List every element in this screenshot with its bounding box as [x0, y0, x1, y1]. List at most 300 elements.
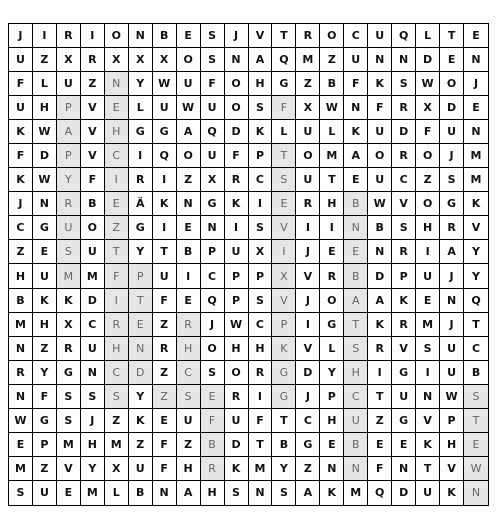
letter-cell[interactable]: F — [81, 168, 105, 192]
letter-cell[interactable]: X — [249, 240, 273, 264]
letter-cell[interactable]: N — [201, 216, 225, 240]
letter-cell[interactable]: G — [33, 216, 57, 240]
letter-cell[interactable]: K — [344, 120, 368, 144]
letter-cell[interactable]: N — [368, 48, 392, 72]
letter-cell[interactable]: O — [81, 216, 105, 240]
letter-cell[interactable]: O — [416, 144, 440, 168]
letter-cell[interactable]: O — [296, 144, 320, 168]
letter-cell[interactable]: W — [33, 168, 57, 192]
letter-cell[interactable]: Q — [464, 289, 488, 313]
letter-cell[interactable]: N — [129, 337, 153, 361]
letter-cell[interactable]: O — [416, 192, 440, 216]
letter-cell[interactable]: I — [153, 168, 177, 192]
letter-cell[interactable]: W — [464, 457, 488, 481]
letter-cell[interactable]: U — [201, 144, 225, 168]
letter-cell[interactable]: T — [105, 240, 129, 264]
letter-cell[interactable]: U — [296, 120, 320, 144]
letter-cell[interactable]: K — [9, 168, 33, 192]
letter-cell[interactable]: P — [249, 144, 273, 168]
letter-cell[interactable]: H — [320, 409, 344, 433]
letter-cell[interactable]: L — [416, 24, 440, 48]
letter-cell[interactable]: K — [416, 433, 440, 457]
letter-cell[interactable]: A — [344, 144, 368, 168]
letter-cell[interactable]: B — [464, 361, 488, 385]
letter-cell[interactable]: H — [81, 433, 105, 457]
letter-cell[interactable]: O — [177, 48, 201, 72]
letter-cell[interactable]: C — [344, 24, 368, 48]
letter-cell[interactable]: C — [392, 168, 416, 192]
letter-cell[interactable]: B — [272, 433, 296, 457]
letter-cell[interactable]: O — [440, 72, 464, 96]
letter-cell[interactable]: G — [392, 361, 416, 385]
letter-cell[interactable]: H — [249, 72, 273, 96]
letter-cell[interactable]: R — [392, 96, 416, 120]
letter-cell[interactable]: O — [225, 96, 249, 120]
letter-cell[interactable]: T — [464, 409, 488, 433]
letter-cell[interactable]: U — [296, 168, 320, 192]
letter-cell[interactable]: V — [464, 216, 488, 240]
letter-cell[interactable]: E — [201, 385, 225, 409]
letter-cell[interactable]: J — [440, 313, 464, 337]
letter-cell[interactable]: B — [201, 433, 225, 457]
letter-cell[interactable]: Z — [129, 433, 153, 457]
letter-cell[interactable]: O — [177, 144, 201, 168]
letter-cell[interactable]: G — [272, 72, 296, 96]
letter-cell[interactable]: M — [81, 481, 105, 505]
letter-cell[interactable]: U — [81, 337, 105, 361]
letter-cell[interactable]: T — [249, 433, 273, 457]
letter-cell[interactable]: U — [81, 240, 105, 264]
letter-cell[interactable]: C — [177, 361, 201, 385]
letter-cell[interactable]: T — [272, 144, 296, 168]
letter-cell[interactable]: S — [105, 385, 129, 409]
letter-cell[interactable]: S — [392, 216, 416, 240]
letter-cell[interactable]: C — [105, 361, 129, 385]
letter-cell[interactable]: H — [320, 192, 344, 216]
letter-cell[interactable]: P — [392, 264, 416, 288]
letter-cell[interactable]: F — [368, 96, 392, 120]
letter-cell[interactable]: A — [296, 481, 320, 505]
letter-cell[interactable]: R — [57, 24, 81, 48]
letter-cell[interactable]: M — [464, 144, 488, 168]
letter-cell[interactable]: B — [9, 289, 33, 313]
letter-cell[interactable]: O — [320, 289, 344, 313]
letter-cell[interactable]: B — [344, 433, 368, 457]
letter-cell[interactable]: G — [33, 409, 57, 433]
letter-cell[interactable]: M — [9, 457, 33, 481]
letter-cell[interactable]: H — [105, 337, 129, 361]
letter-cell[interactable]: C — [105, 144, 129, 168]
letter-cell[interactable]: U — [153, 96, 177, 120]
letter-cell[interactable]: M — [320, 144, 344, 168]
letter-cell[interactable]: N — [153, 481, 177, 505]
letter-cell[interactable]: T — [272, 24, 296, 48]
letter-cell[interactable]: O — [201, 337, 225, 361]
letter-cell[interactable]: N — [225, 48, 249, 72]
letter-cell[interactable]: L — [320, 120, 344, 144]
letter-cell[interactable]: C — [344, 385, 368, 409]
letter-cell[interactable]: Ä — [129, 192, 153, 216]
letter-cell[interactable]: S — [416, 337, 440, 361]
letter-cell[interactable]: M — [416, 313, 440, 337]
letter-cell[interactable]: H — [33, 96, 57, 120]
letter-cell[interactable]: U — [440, 361, 464, 385]
letter-cell[interactable]: S — [177, 385, 201, 409]
letter-cell[interactable]: J — [296, 289, 320, 313]
letter-cell[interactable]: H — [344, 361, 368, 385]
letter-cell[interactable]: H — [440, 433, 464, 457]
letter-cell[interactable]: W — [9, 409, 33, 433]
letter-cell[interactable]: B — [344, 264, 368, 288]
letter-cell[interactable]: Y — [464, 240, 488, 264]
letter-cell[interactable]: Z — [320, 48, 344, 72]
letter-cell[interactable]: A — [344, 289, 368, 313]
letter-cell[interactable]: S — [344, 337, 368, 361]
letter-cell[interactable]: R — [9, 361, 33, 385]
letter-cell[interactable]: D — [225, 120, 249, 144]
letter-cell[interactable]: U — [33, 264, 57, 288]
letter-cell[interactable]: M — [81, 264, 105, 288]
letter-cell[interactable]: M — [344, 481, 368, 505]
letter-cell[interactable]: J — [296, 240, 320, 264]
letter-cell[interactable]: Q — [153, 144, 177, 168]
letter-cell[interactable]: W — [416, 72, 440, 96]
letter-cell[interactable]: P — [272, 313, 296, 337]
letter-cell[interactable]: Z — [33, 457, 57, 481]
letter-cell[interactable]: F — [9, 72, 33, 96]
letter-cell[interactable]: Y — [57, 168, 81, 192]
letter-cell[interactable]: N — [129, 24, 153, 48]
letter-cell[interactable]: Z — [177, 433, 201, 457]
letter-cell[interactable]: W — [320, 96, 344, 120]
letter-cell[interactable]: G — [296, 433, 320, 457]
letter-cell[interactable]: J — [464, 72, 488, 96]
letter-cell[interactable]: E — [344, 168, 368, 192]
letter-cell[interactable]: C — [201, 264, 225, 288]
letter-cell[interactable]: B — [320, 72, 344, 96]
letter-cell[interactable]: N — [464, 481, 488, 505]
letter-cell[interactable]: E — [129, 313, 153, 337]
letter-cell[interactable]: I — [33, 24, 57, 48]
letter-cell[interactable]: R — [201, 457, 225, 481]
letter-cell[interactable]: T — [320, 168, 344, 192]
letter-cell[interactable]: K — [368, 72, 392, 96]
letter-cell[interactable]: U — [177, 72, 201, 96]
letter-cell[interactable]: C — [9, 216, 33, 240]
letter-cell[interactable]: B — [177, 240, 201, 264]
letter-cell[interactable]: R — [320, 264, 344, 288]
letter-cell[interactable]: S — [272, 481, 296, 505]
letter-cell[interactable]: Z — [296, 72, 320, 96]
letter-cell[interactable]: F — [272, 96, 296, 120]
letter-cell[interactable]: E — [153, 409, 177, 433]
letter-cell[interactable]: M — [57, 433, 81, 457]
letter-cell[interactable]: R — [368, 337, 392, 361]
letter-cell[interactable]: X — [57, 313, 81, 337]
letter-cell[interactable]: P — [57, 96, 81, 120]
letter-cell[interactable]: R — [392, 240, 416, 264]
letter-cell[interactable]: S — [201, 24, 225, 48]
letter-cell[interactable]: V — [249, 24, 273, 48]
letter-cell[interactable]: I — [320, 216, 344, 240]
letter-cell[interactable]: U — [416, 264, 440, 288]
letter-cell[interactable]: E — [464, 96, 488, 120]
letter-cell[interactable]: P — [57, 144, 81, 168]
letter-cell[interactable]: F — [201, 72, 225, 96]
letter-cell[interactable]: A — [177, 481, 201, 505]
letter-cell[interactable]: J — [9, 24, 33, 48]
letter-cell[interactable]: I — [153, 216, 177, 240]
letter-cell[interactable]: I — [225, 216, 249, 240]
letter-cell[interactable]: S — [57, 385, 81, 409]
letter-cell[interactable]: H — [416, 216, 440, 240]
letter-cell[interactable]: W — [368, 192, 392, 216]
letter-cell[interactable]: G — [201, 192, 225, 216]
letter-cell[interactable]: W — [153, 72, 177, 96]
letter-cell[interactable]: V — [272, 289, 296, 313]
letter-cell[interactable]: G — [392, 409, 416, 433]
letter-cell[interactable]: I — [177, 264, 201, 288]
letter-cell[interactable]: S — [464, 385, 488, 409]
letter-cell[interactable]: Z — [296, 457, 320, 481]
letter-cell[interactable]: R — [177, 313, 201, 337]
letter-cell[interactable]: L — [272, 120, 296, 144]
letter-cell[interactable]: B — [368, 216, 392, 240]
letter-cell[interactable]: P — [201, 240, 225, 264]
letter-cell[interactable]: R — [57, 192, 81, 216]
letter-cell[interactable]: V — [272, 216, 296, 240]
letter-cell[interactable]: S — [201, 48, 225, 72]
letter-cell[interactable]: I — [272, 240, 296, 264]
letter-cell[interactable]: E — [416, 289, 440, 313]
letter-cell[interactable]: R — [392, 313, 416, 337]
letter-cell[interactable]: N — [320, 457, 344, 481]
letter-cell[interactable]: I — [105, 168, 129, 192]
letter-cell[interactable]: S — [57, 240, 81, 264]
letter-cell[interactable]: S — [272, 168, 296, 192]
letter-cell[interactable]: X — [57, 48, 81, 72]
letter-cell[interactable]: S — [81, 385, 105, 409]
letter-cell[interactable]: R — [225, 168, 249, 192]
letter-cell[interactable]: G — [272, 385, 296, 409]
letter-cell[interactable]: E — [33, 240, 57, 264]
letter-cell[interactable]: D — [392, 120, 416, 144]
letter-cell[interactable]: H — [201, 481, 225, 505]
letter-cell[interactable]: N — [249, 481, 273, 505]
letter-cell[interactable]: F — [249, 409, 273, 433]
letter-cell[interactable]: G — [129, 120, 153, 144]
letter-cell[interactable]: T — [440, 24, 464, 48]
letter-cell[interactable]: X — [153, 48, 177, 72]
letter-cell[interactable]: N — [105, 72, 129, 96]
letter-cell[interactable]: R — [249, 361, 273, 385]
letter-cell[interactable]: U — [177, 409, 201, 433]
letter-cell[interactable]: B — [81, 192, 105, 216]
letter-cell[interactable]: U — [368, 24, 392, 48]
letter-cell[interactable]: I — [296, 216, 320, 240]
letter-cell[interactable]: X — [296, 96, 320, 120]
letter-cell[interactable]: V — [392, 337, 416, 361]
letter-cell[interactable]: D — [368, 264, 392, 288]
letter-cell[interactable]: C — [464, 337, 488, 361]
letter-cell[interactable]: K — [57, 289, 81, 313]
letter-cell[interactable]: H — [9, 264, 33, 288]
letter-cell[interactable]: E — [464, 433, 488, 457]
letter-cell[interactable]: F — [344, 72, 368, 96]
letter-cell[interactable]: D — [296, 361, 320, 385]
letter-cell[interactable]: R — [153, 337, 177, 361]
letter-cell[interactable]: R — [440, 216, 464, 240]
letter-cell[interactable]: E — [440, 48, 464, 72]
letter-cell[interactable]: B — [344, 192, 368, 216]
letter-cell[interactable]: Y — [129, 240, 153, 264]
letter-cell[interactable]: H — [105, 120, 129, 144]
letter-cell[interactable]: N — [33, 192, 57, 216]
letter-cell[interactable]: K — [225, 457, 249, 481]
letter-cell[interactable]: E — [57, 481, 81, 505]
letter-cell[interactable]: K — [440, 481, 464, 505]
letter-cell[interactable]: M — [9, 313, 33, 337]
letter-cell[interactable]: D — [440, 96, 464, 120]
letter-cell[interactable]: P — [225, 289, 249, 313]
letter-cell[interactable]: G — [272, 361, 296, 385]
letter-cell[interactable]: E — [9, 433, 33, 457]
letter-cell[interactable]: Z — [153, 361, 177, 385]
letter-cell[interactable]: U — [416, 481, 440, 505]
letter-cell[interactable]: K — [225, 192, 249, 216]
letter-cell[interactable]: J — [440, 264, 464, 288]
letter-cell[interactable]: D — [225, 433, 249, 457]
letter-cell[interactable]: O — [105, 24, 129, 48]
letter-cell[interactable]: X — [201, 168, 225, 192]
letter-cell[interactable]: U — [368, 168, 392, 192]
letter-cell[interactable]: Y — [33, 361, 57, 385]
letter-cell[interactable]: E — [177, 289, 201, 313]
letter-cell[interactable]: F — [105, 264, 129, 288]
letter-cell[interactable]: P — [33, 433, 57, 457]
letter-cell[interactable]: C — [249, 168, 273, 192]
letter-cell[interactable]: N — [9, 337, 33, 361]
letter-cell[interactable]: U — [225, 240, 249, 264]
letter-cell[interactable]: Q — [201, 120, 225, 144]
letter-cell[interactable]: E — [320, 240, 344, 264]
letter-cell[interactable]: Z — [105, 409, 129, 433]
letter-cell[interactable]: R — [57, 337, 81, 361]
letter-cell[interactable]: N — [392, 457, 416, 481]
letter-cell[interactable]: L — [33, 72, 57, 96]
letter-cell[interactable]: S — [249, 96, 273, 120]
letter-cell[interactable]: I — [105, 289, 129, 313]
letter-cell[interactable]: F — [416, 120, 440, 144]
letter-cell[interactable]: E — [177, 24, 201, 48]
letter-cell[interactable]: F — [368, 457, 392, 481]
letter-cell[interactable]: J — [225, 24, 249, 48]
letter-cell[interactable]: S — [249, 289, 273, 313]
letter-cell[interactable]: K — [249, 120, 273, 144]
letter-cell[interactable]: M — [105, 433, 129, 457]
letter-cell[interactable]: N — [464, 48, 488, 72]
letter-cell[interactable]: O — [368, 144, 392, 168]
letter-cell[interactable]: G — [440, 192, 464, 216]
letter-cell[interactable]: B — [153, 24, 177, 48]
letter-cell[interactable]: F — [33, 385, 57, 409]
letter-cell[interactable]: L — [129, 96, 153, 120]
letter-cell[interactable]: U — [9, 96, 33, 120]
letter-cell[interactable]: N — [177, 192, 201, 216]
letter-cell[interactable]: A — [57, 120, 81, 144]
letter-cell[interactable]: Z — [153, 385, 177, 409]
letter-cell[interactable]: E — [344, 240, 368, 264]
letter-cell[interactable]: Y — [320, 361, 344, 385]
letter-cell[interactable]: N — [368, 240, 392, 264]
letter-cell[interactable]: T — [153, 240, 177, 264]
letter-cell[interactable]: K — [392, 289, 416, 313]
letter-cell[interactable]: A — [368, 289, 392, 313]
letter-cell[interactable]: U — [57, 72, 81, 96]
letter-cell[interactable]: T — [129, 289, 153, 313]
letter-cell[interactable]: Z — [368, 409, 392, 433]
letter-cell[interactable]: F — [153, 433, 177, 457]
letter-cell[interactable]: J — [440, 144, 464, 168]
letter-cell[interactable]: H — [33, 313, 57, 337]
letter-cell[interactable]: U — [392, 385, 416, 409]
letter-cell[interactable]: T — [416, 457, 440, 481]
letter-cell[interactable]: E — [392, 433, 416, 457]
letter-cell[interactable]: I — [416, 240, 440, 264]
letter-cell[interactable]: O — [225, 361, 249, 385]
letter-cell[interactable]: D — [416, 48, 440, 72]
letter-cell[interactable]: Y — [81, 457, 105, 481]
letter-cell[interactable]: W — [177, 96, 201, 120]
letter-cell[interactable]: M — [464, 168, 488, 192]
letter-cell[interactable]: C — [249, 313, 273, 337]
letter-cell[interactable]: C — [81, 313, 105, 337]
letter-cell[interactable]: T — [344, 313, 368, 337]
letter-cell[interactable]: E — [320, 433, 344, 457]
letter-cell[interactable]: U — [344, 409, 368, 433]
letter-cell[interactable]: K — [272, 337, 296, 361]
letter-cell[interactable]: X — [416, 96, 440, 120]
letter-cell[interactable]: S — [392, 72, 416, 96]
letter-cell[interactable]: I — [296, 313, 320, 337]
letter-cell[interactable]: K — [9, 120, 33, 144]
letter-cell[interactable]: Y — [129, 72, 153, 96]
letter-cell[interactable]: T — [464, 313, 488, 337]
letter-cell[interactable]: A — [440, 240, 464, 264]
letter-cell[interactable]: J — [81, 409, 105, 433]
letter-cell[interactable]: Z — [9, 240, 33, 264]
letter-cell[interactable]: Z — [81, 72, 105, 96]
letter-cell[interactable]: P — [440, 409, 464, 433]
letter-cell[interactable]: V — [57, 457, 81, 481]
letter-cell[interactable]: P — [129, 264, 153, 288]
letter-cell[interactable]: R — [392, 144, 416, 168]
letter-cell[interactable]: I — [81, 24, 105, 48]
letter-cell[interactable]: E — [105, 96, 129, 120]
letter-cell[interactable]: O — [320, 24, 344, 48]
letter-cell[interactable]: E — [272, 192, 296, 216]
letter-cell[interactable]: I — [249, 385, 273, 409]
letter-cell[interactable]: K — [153, 192, 177, 216]
letter-cell[interactable]: S — [9, 481, 33, 505]
letter-cell[interactable]: S — [57, 409, 81, 433]
letter-cell[interactable]: D — [33, 144, 57, 168]
letter-cell[interactable]: V — [296, 337, 320, 361]
letter-cell[interactable]: S — [225, 481, 249, 505]
letter-cell[interactable]: E — [177, 216, 201, 240]
letter-cell[interactable]: W — [225, 313, 249, 337]
letter-cell[interactable]: G — [153, 120, 177, 144]
